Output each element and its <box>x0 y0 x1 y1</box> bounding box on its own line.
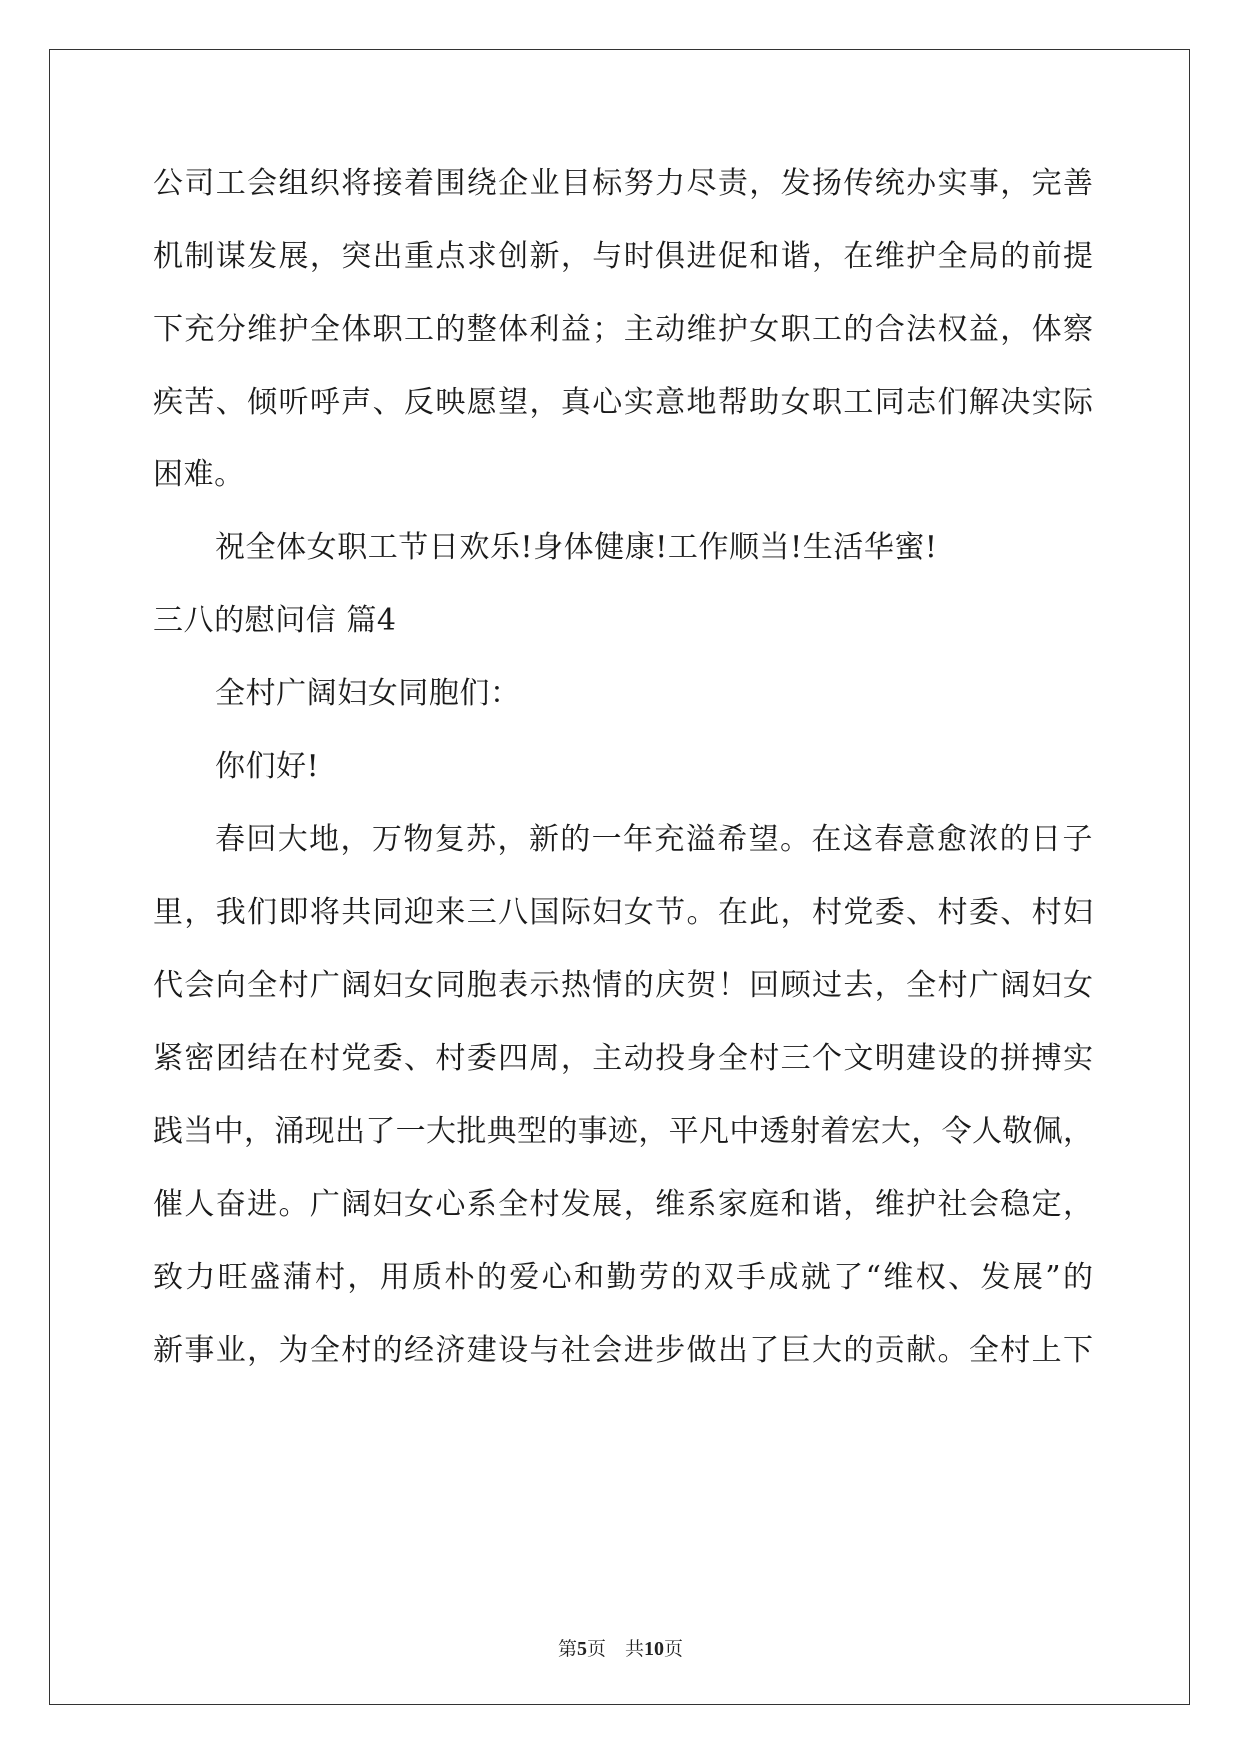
footer-suffix: 页 <box>664 1638 684 1660</box>
paragraph-line: 里，我们即将共同迎来三八国际妇女节。在此，村党委、村委、村妇 <box>153 895 1093 930</box>
footer-mid: 页 共 <box>586 1638 644 1660</box>
footer-prefix: 第 <box>557 1638 577 1660</box>
paragraph-line: 祝全体女职工节日欢乐!身体健康!工作顺当!生活华蜜! <box>215 530 938 565</box>
paragraph-line: 下充分维护全体职工的整体利益；主动维护女职工的合法权益，体察 <box>153 312 1093 347</box>
paragraph-line: 春回大地，万物复苏，新的一年充溢希望。在这春意愈浓的日子 <box>215 822 1093 857</box>
paragraph-line: 新事业，为全村的经济建设与社会进步做出了巨大的贡献。全村上下 <box>153 1333 1093 1368</box>
paragraph-line: 紧密团结在村党委、村委四周，主动投身全村三个文明建设的拼搏实 <box>153 1041 1093 1076</box>
paragraph-line: 公司工会组织将接着围绕企业目标努力尽责，发扬传统办实事，完善 <box>153 166 1093 201</box>
page-border <box>49 49 1190 1705</box>
greeting: 你们好! <box>215 749 320 784</box>
paragraph-line: 疾苦、倾听呼声、反映愿望，真心实意地帮助女职工同志们解决实际 <box>153 385 1093 420</box>
section-heading: 三八的慰问信 篇4 <box>153 603 397 638</box>
current-page-number: 5 <box>576 1638 587 1660</box>
paragraph-line: 代会向全村广阔妇女同胞表示热情的庆贺！回顾过去，全村广阔妇女 <box>153 968 1093 1003</box>
salutation: 全村广阔妇女同胞们： <box>215 676 521 711</box>
total-page-number: 10 <box>644 1638 664 1660</box>
paragraph-line: 致力旺盛蒲村，用质朴的爱心和勤劳的双手成就了“维权、发展”的 <box>153 1260 1093 1295</box>
paragraph-line: 困难。 <box>153 457 245 492</box>
paragraph-line: 践当中，涌现出了一大批典型的事迹，平凡中透射着宏大，令人敬佩， <box>153 1114 1093 1149</box>
paragraph-line: 机制谋发展，突出重点求创新，与时俱进促和谐，在维护全局的前提 <box>153 239 1093 274</box>
page-footer <box>0 1637 1241 1661</box>
paragraph-line: 催人奋进。广阔妇女心系全村发展，维系家庭和谐，维护社会稳定， <box>153 1187 1093 1222</box>
